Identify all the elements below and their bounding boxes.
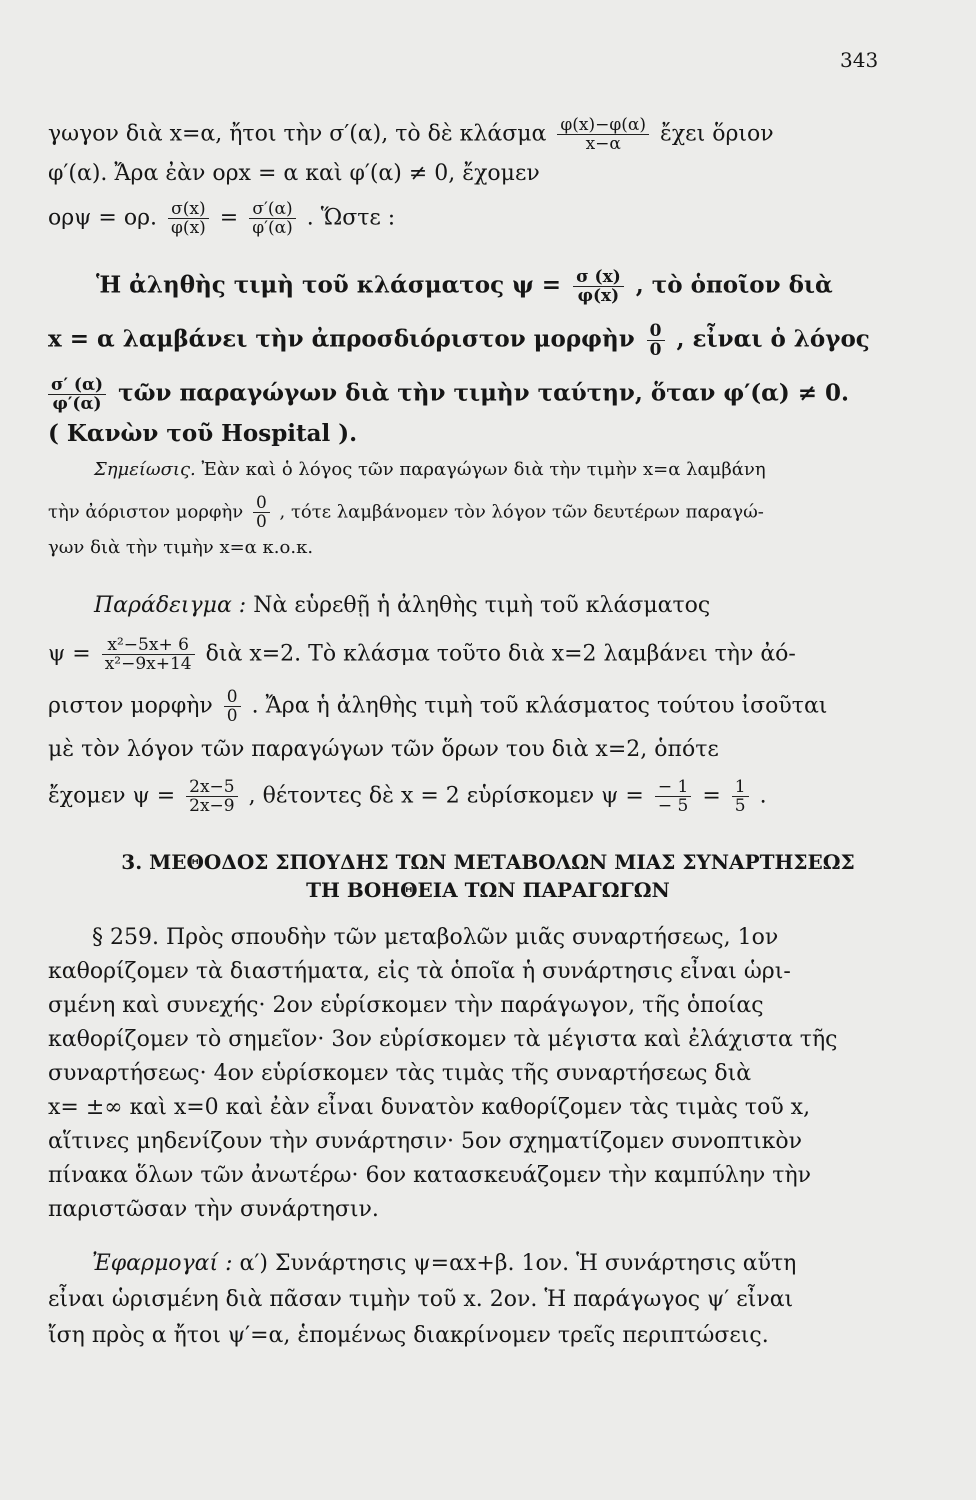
applications-line-3: ἴση πρὸς α ἤτοι ψ′=α, ἑπομένως διακρίνομεν τρεῖς περιπτώσεις. [48,1323,769,1348]
page-number: 343 [840,48,879,72]
fraction: $\frac{\sigma' (\alpha)}{\varphi'(\alpha)}$ [48,376,106,413]
fraction: $\frac{2x-5}{2x-9}$ [186,778,237,815]
note-line-3: γων διὰ τὴν τιμὴν x=α κ.ο.κ. [48,537,314,558]
section-heading-2: ΤΗ ΒΟΗΘΕΙΑ ΤΩΝ ΠΑΡΑΓΩΓΩΝ [306,878,670,902]
rule-line-1: Ἡ ἀληθὴς τιμὴ τοῦ κλάσματος ψ = $\frac{\sigma (x)}{\varphi(x)}$ , τὸ ὁποῖον διὰ [96,267,833,306]
rule-line-4: ( Κανὼν τοῦ Hospital ). [48,420,358,447]
text: ἔχει ὅριον [660,121,774,147]
fraction: $\frac{\sigma (x)}{\varphi(x)}$ [573,268,624,305]
section-heading-1: 3. ΜΕΘΟΔΟΣ ΣΠΟΥΔΗΣ ΤΩΝ ΜΕΤΑΒΟΛΩΝ ΜΙΑΣ ΣΥΝΑΡΤΗΣΕΩΣ [121,850,855,874]
text-line-3: ορψ = ορ. $\frac{\sigma(x)}{\varphi(x)}$ = $\frac{\sigma'(\alpha)}{\varphi'(\alpha)}$ . Ὥστε : [48,199,396,238]
fraction: $\frac{0}{0}$ [647,322,665,359]
example-line-3: ριστον μορφὴν $\frac{0}{0}$ . Ἄρα ἡ ἀληθὴς τιμὴ τοῦ κλάσματος τούτου ἰσοῦται [48,687,828,726]
fraction: $\frac{1}{5}$ [732,778,749,815]
para-line: § 259. Πρὸς σπουδὴν τῶν μεταβολῶν μιᾶς συναρτήσεως, 1ον [92,925,779,950]
rule-line-3: $\frac{\sigma' (\alpha)}{\varphi'(\alpha)}$ τῶν παραγώγων διὰ τὴν τιμὴν ταύτην, ὅταν φ′(α) ≠ 0. [44,376,849,413]
fraction: $\frac{\varphi(x)-\varphi(\alpha)}{x-\alpha}$ [557,116,649,153]
example-line-2: ψ = $\frac{\text{x²−5x+ 6}}{\text{x²−9x+14}}$ διὰ x=2. Τὸ κλάσμα τοῦτο διὰ x=2 λαμβάνει τὴν ἀό- [48,635,796,674]
para-line: αἵτινες μηδενίζουν τὴν συνάρτησιν· 5ον σχηματίζομεν συνοπτικὸν [48,1129,802,1154]
example-line-1: Παράδειγμα : Νὰ εὑρεθῇ ἡ ἀληθὴς τιμὴ τοῦ κλάσματος [94,593,711,618]
text: γωγον διὰ x=α, ἤτοι τὴν σ′(α), τὸ δὲ κλάσμα [48,121,547,147]
para-line: καθορίζομεν τὰ διαστήματα, εἰς τὰ ὁποῖα ἡ συνάρτησις εἶναι ὡρι- [48,959,791,984]
fraction: $\frac{\sigma(x)}{\varphi(x)}$ [168,200,209,237]
para-line: καθορίζομεν τὸ σημεῖον· 3ον εὑρίσκομεν τὰ μέγιστα καὶ ἐλάχιστα τῆς [48,1027,838,1052]
fraction: $\frac{\text{x²−5x+ 6}}{\text{x²−9x+14}}$ [102,636,195,673]
applications-line-1: Ἐφαρμογαί : α′) Συνάρτησις ψ=αx+β. 1ον. Ἡ συνάρτησις αὕτη [92,1251,797,1276]
fraction: $\frac{0}{0}$ [224,688,241,725]
example-line-5: ἔχομεν ψ = $\frac{2x-5}{2x-9}$ , θέτοντες δὲ x = 2 εὑρίσκομεν ψ = $\frac{- 1}{- 5}$ = $\frac{1}{5}$ . [48,777,767,816]
para-line: πίνακα ὅλων τῶν ἀνωτέρω· 6ον κατασκευάζομεν τὴν καμπύλην τὴν [48,1163,812,1188]
fraction: $\frac{0}{0}$ [253,494,270,531]
rule-line-2: x = α λαμβάνει τὴν ἀπροσδιόριστον μορφὴν $\frac{0}{0}$ , εἶναι ὁ λόγος [48,321,870,360]
fraction: $\frac{- 1}{- 5}$ [655,778,691,815]
note-line-2: τὴν ἀόριστον μορφὴν $\frac{0}{0}$ , τότε λαμβάνομεν τὸν λόγον τῶν δευτέρων παραγώ- [48,493,764,532]
para-line: συναρτήσεως· 4ον εὑρίσκομεν τὰς τιμὰς τῆς συναρτήσεως διὰ [48,1061,752,1086]
text-line-2: φ′(α). Ἄρα ἐὰν ορx = α καὶ φ′(α) ≠ 0, ἔχομεν [48,161,540,186]
applications-line-2: εἶναι ὡρισμένη διὰ πᾶσαν τιμὴν τοῦ x. 2ον. Ἡ παράγωγος ψ′ εἶναι [48,1287,794,1312]
note-line-1: Σημείωσις. Ἐὰν καὶ ὁ λόγος τῶν παραγώγων διὰ τὴν τιμὴν x=α λαμβάνη [94,459,766,480]
text-line-1 [48,116,774,153]
para-line: παριστῶσαν τὴν συνάρτησιν. [48,1197,379,1222]
example-line-4: μὲ τὸν λόγον τῶν παραγώγων τῶν ὅρων του διὰ x=2, ὁπότε [48,737,719,762]
para-line: x= ±∞ καὶ x=0 καὶ ἐὰν εἶναι δυνατὸν καθορίζομεν τὰς τιμὰς τοῦ x, [48,1095,811,1120]
fraction: $\frac{\sigma'(\alpha)}{\varphi'(\alpha)}$ [249,200,296,237]
para-line: σμένη καὶ συνεχής· 2ον εὑρίσκομεν τὴν παράγωγον, τῆς ὁποίας [48,993,764,1018]
